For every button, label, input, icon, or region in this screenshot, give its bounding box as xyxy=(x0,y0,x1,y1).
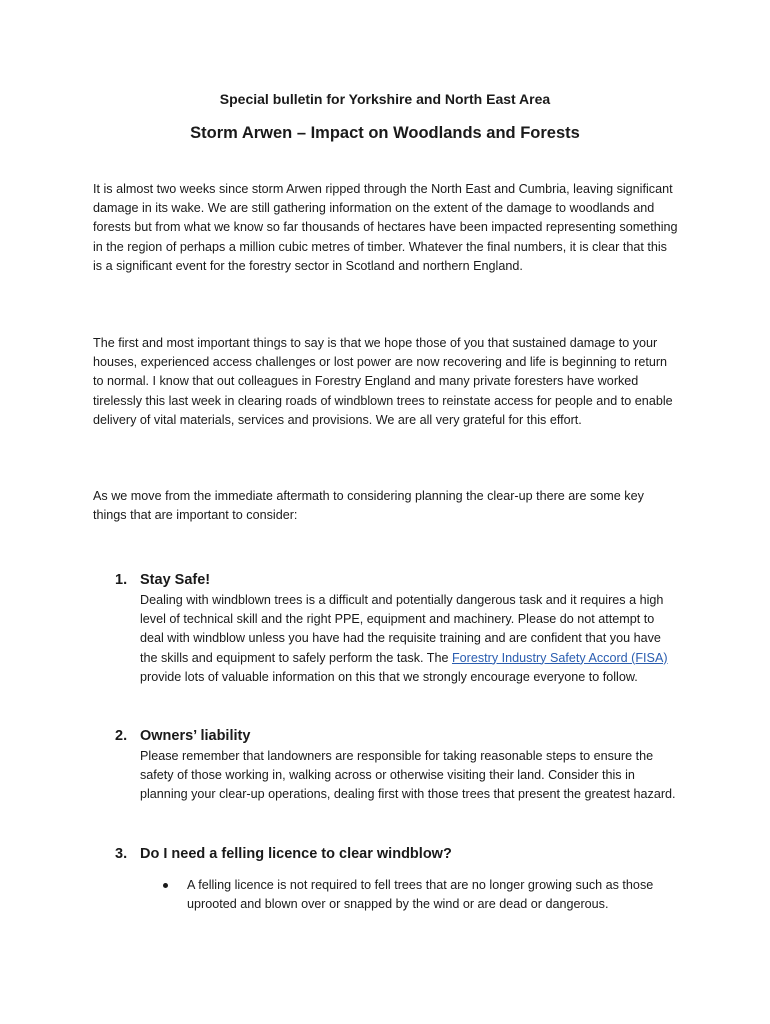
section-body-text-end: provide lots of valuable information on this that we strongly encourage everyone to follow. xyxy=(140,669,638,684)
section-number: 1. xyxy=(115,572,128,588)
fisa-link[interactable]: Forestry Industry Safety Accord (FISA) xyxy=(451,650,668,665)
intro-paragraph-3: As we move from the immediate aftermath to considering planning the clear-up there are some key things that are important to consider: xyxy=(93,489,644,523)
bulletin-subtitle: Special bulletin for Yorkshire and North East Area xyxy=(219,91,551,107)
section-body-text: Dealing with windblown trees is a difficult and potentially dangerous task and it requires a high level of technical skill and the right PPE, equipment and machinery. Please do not attempt to deal with windblow unless you have had the requisite training and are confident that you have the skills and equipment to safely perform the task. The xyxy=(140,593,664,665)
intro-paragraph-2: The first and most important things to say is that we hope those of you that sustained damage to your houses, experienced access challenges or lost power are now recovering and life is beginning to return to normal. I know that out colleagues in Forestry England and many private foresters have worked tirelessly this last week in clearing roads of windblown trees to reinstate access for people and to enable delivery of vital materials, services and provisions. We are all very grateful for this effort. xyxy=(93,336,673,427)
section-title: Owners’ liability xyxy=(140,728,251,744)
section-body: Please remember that landowners are responsible for taking reasonable steps to ensure the safety of those working in, walking across or otherwise visiting their land. Consider this in planning your clear-up operations, dealing first with those trees that present the greatest hazard. xyxy=(140,749,676,802)
section-heading xyxy=(115,569,680,591)
section-title: Do I need a felling licence to clear windblow? xyxy=(140,846,452,862)
section-felling-licence xyxy=(115,843,680,865)
section-number: 3. xyxy=(115,846,128,862)
list-item xyxy=(160,876,680,914)
section-body xyxy=(140,591,678,687)
section-number: 2. xyxy=(115,728,128,744)
felling-licence-bullets xyxy=(160,876,680,914)
page-title: Storm Arwen – Impact on Woodlands and Forests xyxy=(190,124,580,142)
section-owners-liability xyxy=(115,725,680,805)
section-stay-safe xyxy=(115,569,680,687)
section-title: Stay Safe! xyxy=(140,572,211,588)
section-heading xyxy=(115,725,680,747)
bullet-icon xyxy=(163,883,168,888)
section-heading xyxy=(115,843,680,865)
intro-paragraph-1: It is almost two weeks since storm Arwen ripped through the North East and Cumbria, leaving significant damage in its wake. We are still gathering information on the extent of the damage to woodlands and forests but from what we know so far thousands of hectares have been impacted representing something in the region of perhaps a million cubic metres of timber. Whatever the final numbers, it is clear that this is a significant event for the forestry sector in Scotland and northern England. xyxy=(93,182,678,273)
list-item-text: A felling licence is not required to fell trees that are no longer growing such as those uprooted and blown over or snapped by the wind or are dead or dangerous. xyxy=(187,878,654,912)
